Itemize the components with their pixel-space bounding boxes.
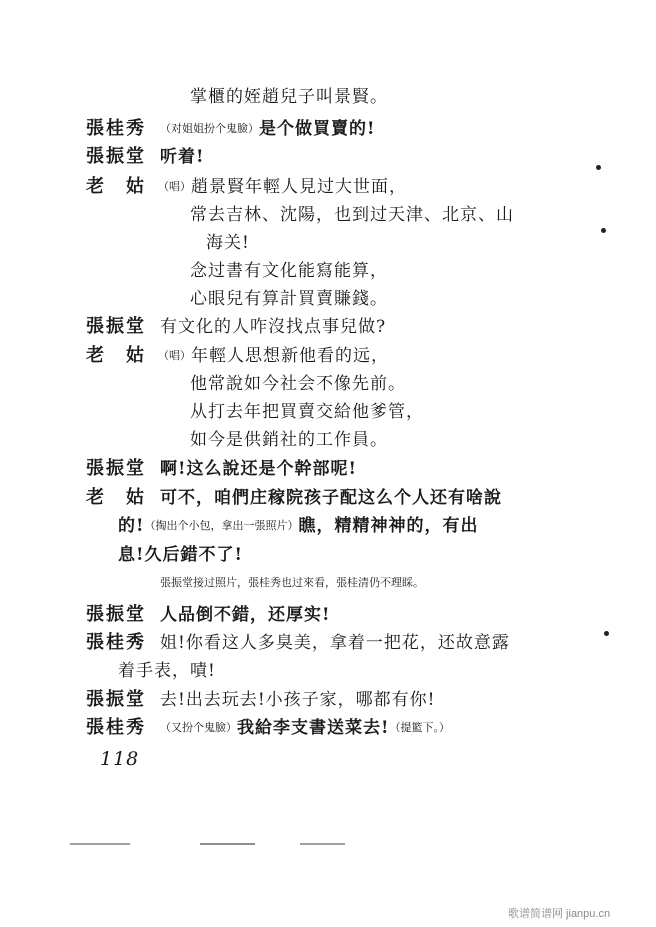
verse-line: 心眼兒有算計買賣賺錢。	[190, 289, 388, 309]
stage-direction: （又扮个鬼臉）	[160, 721, 237, 734]
dialogue-text: 的!	[118, 516, 145, 536]
watermark: 歌谱简谱网 jianpu.cn	[508, 908, 611, 920]
stage-direction: （掏出个小包，拿出一張照片）	[144, 519, 299, 532]
dialogue-text: 是个做買賣的!	[259, 119, 376, 139]
verse-text: 年輕人思想新他看的远，	[191, 346, 389, 366]
dialogue-line: 人品倒不錯，还厚实!	[160, 605, 331, 625]
verse-line: 如今是供銷社的工作員。	[190, 430, 388, 450]
speaker-label: 老 姑	[86, 176, 146, 197]
verse-line: 念过書有文化能寫能算，	[190, 261, 388, 281]
stage-direction: 張振堂接过照片，張桂秀也过來看，張桂清仍不理睬。	[160, 576, 424, 589]
scan-mark	[300, 843, 345, 845]
speaker-label: 張振堂	[86, 458, 146, 479]
page-number: 118	[100, 748, 140, 770]
dialogue-line	[118, 514, 478, 538]
dialogue-line: 可不，咱們庄稼院孩子配这么个人还有啥說	[160, 488, 502, 508]
dialogue-line: 着手表，嘖!	[118, 661, 216, 681]
speaker-label: 張振堂	[86, 604, 146, 625]
dialogue-line: 息!久后錯不了!	[118, 545, 243, 565]
speaker-label: 老 姑	[86, 487, 146, 508]
speaker-label: 老 姑	[86, 345, 146, 366]
scan-speck	[596, 165, 601, 170]
verse-line: 掌櫃的姪趙兒子叫景賢。	[190, 87, 388, 107]
stage-direction: （唱）	[158, 349, 191, 362]
speaker-label: 張振堂	[86, 316, 146, 337]
verse-line: 海关!	[206, 233, 250, 253]
speaker-label: 張振堂	[86, 689, 146, 710]
sung-line	[158, 175, 407, 199]
dialogue-line: 听着!	[160, 147, 205, 167]
verse-line: 从打去年把買賣交給他爹管，	[190, 402, 424, 422]
verse-text: 趙景賢年輕人見过大世面，	[191, 177, 407, 197]
speaker-label: 張桂秀	[86, 632, 146, 653]
dialogue-line	[160, 716, 450, 740]
stage-direction: （对姐姐扮个鬼臉）	[160, 122, 259, 135]
speaker-label: 張桂秀	[86, 118, 146, 139]
scan-mark	[200, 843, 255, 845]
dialogue-line: 有文化的人咋沒找点事兒做?	[160, 317, 387, 337]
dialogue-text: 我給李支書送菜去!	[237, 718, 390, 738]
scan-mark	[70, 843, 130, 845]
dialogue-line: 啊!这么說还是个幹部呢!	[160, 459, 357, 479]
verse-line: 他常說如今社会不像先前。	[190, 374, 406, 394]
stage-direction: （提籃下。）	[389, 721, 450, 734]
scan-speck	[601, 228, 606, 233]
dialogue-line: 姐!你看这人多臭美，拿着一把花，还故意露	[160, 633, 510, 653]
verse-line: 常去吉林、沈陽，也到过天津、北京、山	[190, 205, 514, 225]
dialogue-text: 瞧，精精神神的，有出	[298, 516, 479, 536]
speaker-label: 張振堂	[86, 146, 146, 167]
dialogue-line: 去!出去玩去!小孩子家，哪都有你!	[160, 690, 436, 710]
scan-speck	[604, 631, 609, 636]
stage-direction: （唱）	[158, 180, 191, 193]
dialogue-line	[160, 117, 375, 141]
speaker-label: 張桂秀	[86, 717, 146, 738]
sung-line	[158, 344, 389, 368]
